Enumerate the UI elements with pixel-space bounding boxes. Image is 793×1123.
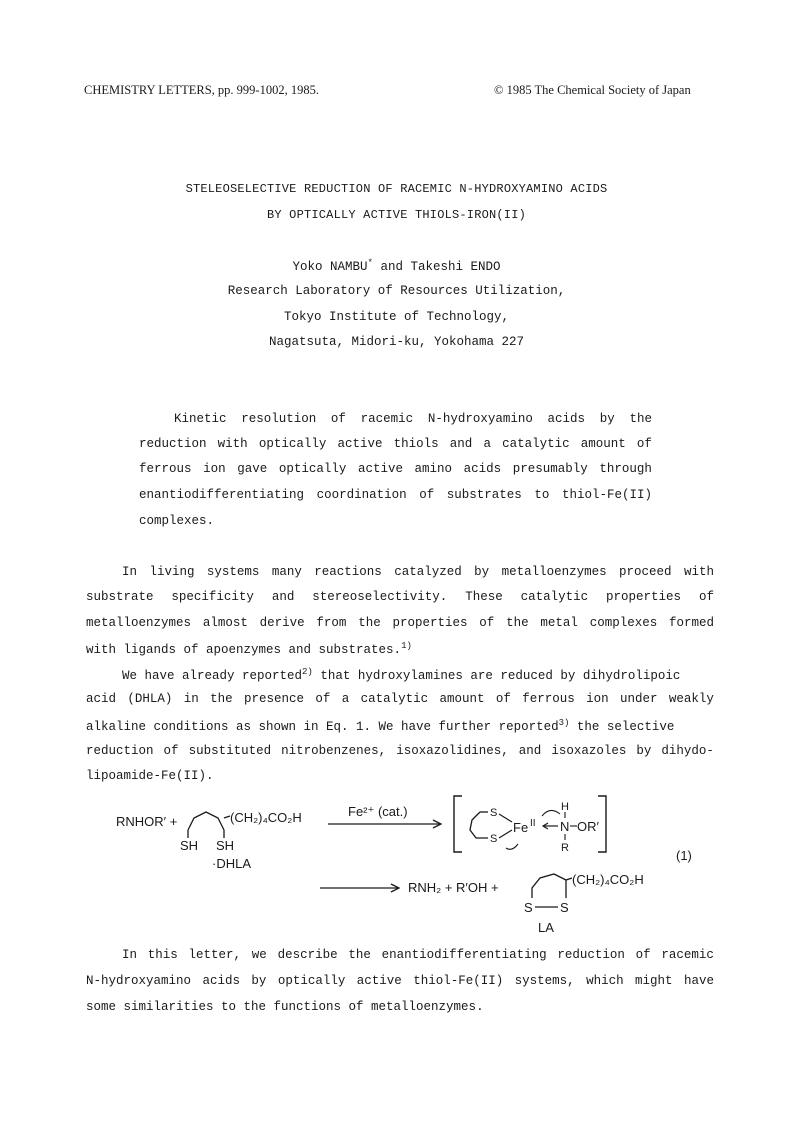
reference-3: 3) bbox=[558, 718, 570, 728]
word: resolution bbox=[241, 412, 317, 426]
word: by bbox=[636, 744, 652, 758]
word: we bbox=[251, 948, 267, 962]
corresponding-asterisk: * bbox=[367, 258, 373, 268]
journal-citation: CHEMISTRY LETTERS, pp. 999-1002, 1985. bbox=[84, 83, 319, 97]
word: isoxazolidines, bbox=[396, 744, 509, 758]
abstract-line-3 bbox=[139, 462, 652, 476]
word: with bbox=[683, 565, 714, 579]
word: derive bbox=[259, 616, 305, 630]
complex-or: OR′ bbox=[577, 819, 599, 834]
word: properties bbox=[392, 616, 468, 630]
word: amount bbox=[439, 692, 485, 706]
word: enantiodifferentiating bbox=[381, 948, 547, 962]
eq-products: RNH₂ + R′OH + bbox=[408, 880, 499, 895]
word: ion bbox=[203, 462, 226, 476]
word: of bbox=[419, 488, 435, 502]
p2-line-3a: alkaline conditions as shown in Eq. 1. We have further reported bbox=[86, 720, 559, 735]
word: racemic bbox=[360, 412, 414, 426]
word: presence bbox=[244, 692, 305, 706]
word: of bbox=[495, 692, 511, 706]
s-fe-bond-top bbox=[499, 814, 512, 822]
complex-h: H bbox=[561, 801, 569, 813]
word: systems bbox=[206, 565, 260, 579]
word: of bbox=[698, 590, 714, 604]
word: of bbox=[479, 616, 495, 630]
author-name-1: Yoko NAMBU bbox=[292, 260, 368, 275]
word: of bbox=[315, 692, 331, 706]
word: the bbox=[348, 948, 371, 962]
word: in bbox=[183, 692, 199, 706]
word: dihydo- bbox=[661, 744, 714, 758]
word: metalloenzymes bbox=[501, 565, 607, 579]
word: of bbox=[635, 948, 651, 962]
eq-reactant: RNHOR′ + bbox=[116, 814, 178, 829]
dhla-label: ·DHLA bbox=[212, 856, 252, 871]
word: thiol-Fe(II) bbox=[413, 974, 504, 988]
word: thiols bbox=[393, 437, 439, 451]
word: living bbox=[149, 565, 195, 579]
word: N-hydroxyamino bbox=[86, 974, 192, 988]
p3-line-2 bbox=[86, 974, 714, 988]
p2-line-2 bbox=[86, 692, 714, 706]
word: optically bbox=[258, 437, 327, 451]
word: reduction bbox=[139, 437, 207, 451]
word: ferrous bbox=[522, 692, 575, 706]
word: substituted bbox=[188, 744, 272, 758]
dhla-backbone bbox=[188, 812, 224, 830]
copyright-notice: © 1985 The Chemical Society of Japan bbox=[494, 83, 691, 97]
p3-line-1 bbox=[122, 948, 714, 962]
complex-fe-oxidation: II bbox=[530, 818, 536, 829]
electron-arrow-bottom bbox=[506, 844, 518, 849]
word: catalytic bbox=[502, 437, 570, 451]
word: properties bbox=[606, 590, 682, 604]
word: with bbox=[217, 437, 248, 451]
word: the bbox=[210, 692, 233, 706]
word: catalyzed bbox=[394, 565, 462, 579]
word: formed bbox=[668, 616, 714, 630]
word: a bbox=[483, 437, 491, 451]
word: acids bbox=[202, 974, 240, 988]
word: and bbox=[449, 437, 473, 451]
word: ion bbox=[586, 692, 609, 706]
abstract-line-4 bbox=[139, 488, 652, 502]
p3-line-3: some similarities to the functions of metalloenzymes. bbox=[86, 1000, 484, 1014]
word: have bbox=[683, 974, 714, 988]
word: the bbox=[506, 616, 529, 630]
word: optically bbox=[277, 974, 346, 988]
word: a bbox=[341, 692, 350, 706]
word: acids bbox=[463, 462, 502, 476]
bracket-right bbox=[598, 796, 606, 852]
complex-s-top: S bbox=[490, 807, 498, 819]
p1-line-2 bbox=[86, 590, 714, 604]
word: and bbox=[271, 590, 295, 604]
word: In bbox=[122, 565, 138, 579]
word: substrates bbox=[446, 488, 522, 502]
p2-line-4 bbox=[86, 744, 714, 758]
catalyst-label: Fe²⁺ (cat.) bbox=[348, 804, 408, 819]
p2-line-1b: that hydroxylamines are reduced by dihydrolipoic bbox=[312, 669, 681, 684]
word: the bbox=[629, 412, 652, 426]
word: this bbox=[147, 948, 178, 962]
word: reduction bbox=[86, 744, 154, 758]
word: specificity bbox=[171, 590, 254, 604]
title-line-2: BY OPTICALLY ACTIVE THIOLS-IRON(II) bbox=[266, 208, 527, 222]
p2-line-3b: the selective bbox=[569, 720, 675, 735]
word: describe bbox=[277, 948, 338, 962]
p2-line-1 bbox=[122, 667, 714, 683]
word: from bbox=[316, 616, 347, 630]
bracket-left bbox=[454, 796, 462, 852]
abstract-line-5: complexes. bbox=[139, 514, 215, 528]
word: metalloenzymes bbox=[86, 616, 192, 630]
p2-line-5: lipoamide-Fe(II). bbox=[86, 769, 214, 783]
word: amount bbox=[580, 437, 626, 451]
p1-line-1 bbox=[122, 565, 714, 579]
word: complexes bbox=[589, 616, 658, 630]
equation-1 bbox=[110, 790, 730, 940]
word: presumably bbox=[512, 462, 588, 476]
word: Kinetic bbox=[174, 412, 227, 426]
author-name-2: and Takeshi ENDO bbox=[372, 260, 501, 275]
word: many bbox=[271, 565, 302, 579]
p1-line-4-text: with ligands of apoenzymes and substrates. bbox=[86, 643, 402, 658]
affiliation-line-3: Nagatsuta, Midori-ku, Yokohama 227 bbox=[268, 335, 525, 349]
word: nitrobenzenes, bbox=[281, 744, 387, 758]
reference-1: 1) bbox=[401, 641, 412, 651]
word: N-hydroxyamino bbox=[427, 412, 533, 426]
abstract-line-2 bbox=[139, 437, 652, 451]
title-line-1: STELEOSELECTIVE REDUCTION OF RACEMIC N-HYDROXYAMINO ACIDS bbox=[185, 182, 608, 196]
word: by bbox=[599, 412, 615, 426]
complex-s-bottom: S bbox=[490, 833, 498, 845]
equation-1-drawing bbox=[110, 790, 730, 940]
equation-number: (1) bbox=[676, 848, 692, 863]
word: ferrous bbox=[139, 462, 192, 476]
word: (DHLA) bbox=[127, 692, 173, 706]
word: by bbox=[251, 974, 267, 988]
p1-line-4 bbox=[86, 641, 412, 657]
s-fe-bond-bottom bbox=[499, 830, 512, 838]
word: and bbox=[518, 744, 542, 758]
word: thiol-Fe(II) bbox=[561, 488, 652, 502]
word: racemic bbox=[661, 948, 714, 962]
word: weakly bbox=[668, 692, 714, 706]
abstract-line-1 bbox=[174, 412, 652, 426]
word: isoxazoles bbox=[551, 744, 627, 758]
word: catalytic bbox=[520, 590, 589, 604]
word: might bbox=[635, 974, 673, 988]
word: to bbox=[534, 488, 550, 502]
p2-line-3 bbox=[86, 718, 674, 734]
la-chain: (CH₂)₄CO₂H bbox=[572, 872, 644, 887]
p1-line-3 bbox=[86, 616, 714, 630]
affiliation-line-1: Research Laboratory of Resources Utilization, bbox=[227, 284, 566, 298]
word: substrate bbox=[86, 590, 154, 604]
dhla-chain: (CH₂)₄CO₂H bbox=[230, 810, 302, 825]
word: of bbox=[330, 412, 346, 426]
la-backbone bbox=[532, 874, 566, 898]
word: reduction bbox=[557, 948, 625, 962]
word: active bbox=[357, 462, 403, 476]
word: optically bbox=[278, 462, 347, 476]
complex-n: N bbox=[560, 819, 570, 834]
la-s-right: S bbox=[560, 900, 569, 915]
dhla-sh-left: SH bbox=[180, 838, 199, 853]
word: proceed bbox=[619, 565, 672, 579]
la-s-left: S bbox=[524, 900, 533, 915]
word: letter, bbox=[188, 948, 242, 962]
complex-r: R bbox=[561, 842, 569, 854]
word: gave bbox=[237, 462, 268, 476]
word: catalytic bbox=[360, 692, 429, 706]
word: active bbox=[356, 974, 402, 988]
word: almost bbox=[202, 616, 248, 630]
word: reactions bbox=[314, 565, 382, 579]
dhla-sh-right: SH bbox=[216, 838, 235, 853]
word: which bbox=[586, 974, 624, 988]
reference-2: 2) bbox=[302, 667, 313, 677]
complex-ring bbox=[470, 812, 488, 838]
word: active bbox=[337, 437, 383, 451]
word: acid bbox=[86, 692, 117, 706]
la-label: LA bbox=[538, 920, 554, 935]
word: coordination bbox=[316, 488, 407, 502]
word: acids bbox=[547, 412, 586, 426]
word: through bbox=[599, 462, 652, 476]
word: under bbox=[620, 692, 658, 706]
word: of bbox=[163, 744, 179, 758]
word: enantiodifferentiating bbox=[139, 488, 305, 502]
word: systems, bbox=[514, 974, 575, 988]
author-line bbox=[0, 258, 793, 274]
word: by bbox=[474, 565, 490, 579]
word: of bbox=[636, 437, 652, 451]
word: amino bbox=[414, 462, 453, 476]
word: In bbox=[122, 948, 138, 962]
word: the bbox=[358, 616, 381, 630]
electron-arrow-top bbox=[542, 810, 560, 816]
word: stereoselectivity. bbox=[312, 590, 448, 604]
affiliation-line-2: Tokyo Institute of Technology, bbox=[283, 310, 510, 324]
complex-fe: Fe bbox=[513, 820, 529, 835]
p2-line-1a: We have already reported bbox=[122, 669, 303, 684]
word: metal bbox=[540, 616, 578, 630]
word: These bbox=[465, 590, 503, 604]
